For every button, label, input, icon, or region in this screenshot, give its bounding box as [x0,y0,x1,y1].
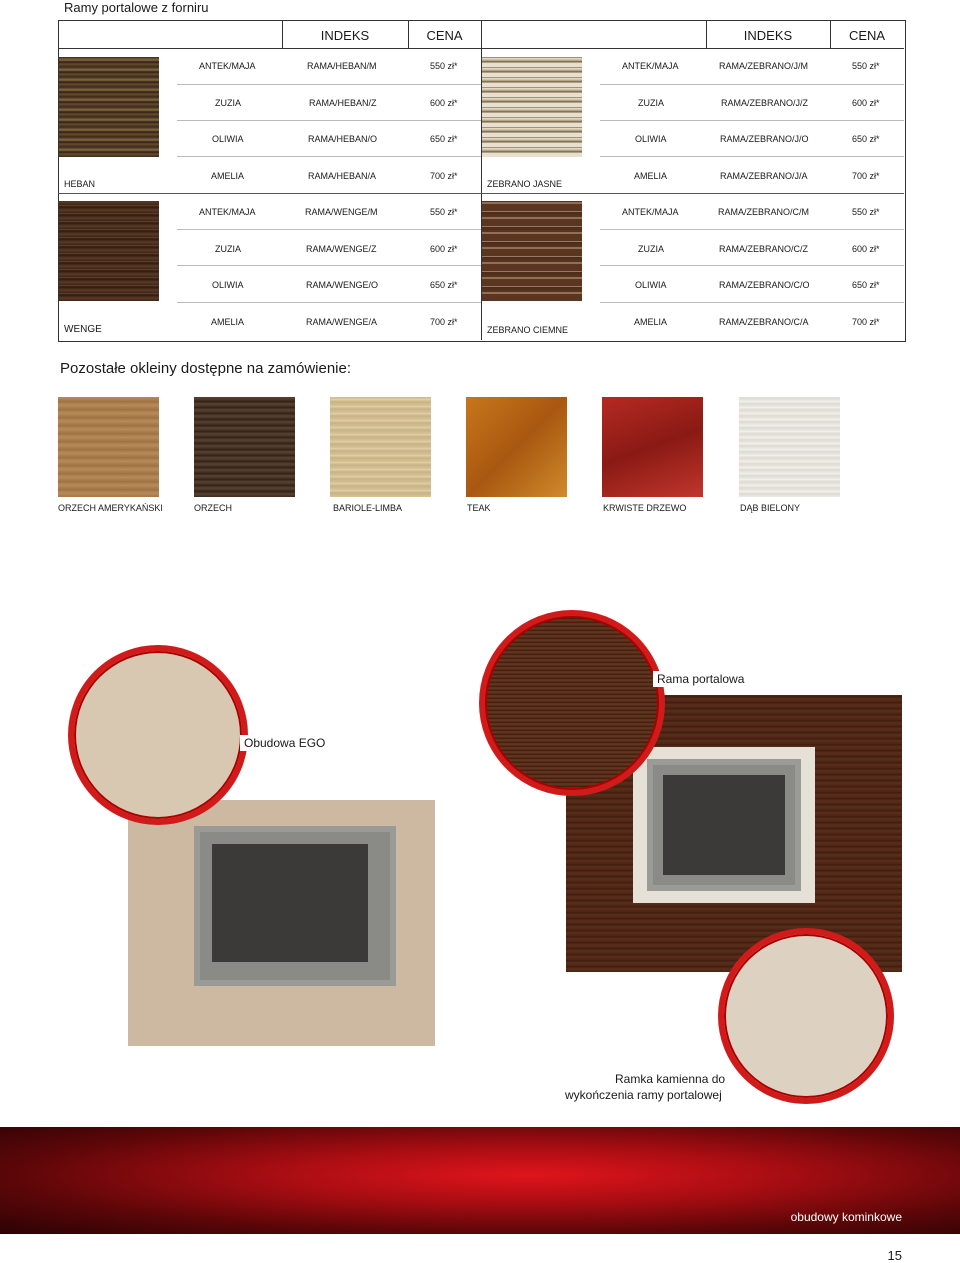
table-cell-model: ZUZIA [638,98,664,108]
table-cell-model: OLIWIA [635,134,667,144]
table-cell-model: ZUZIA [215,98,241,108]
table-cell-index: RAMA/WENGE/A [306,317,378,327]
table-cell-model: AMELIA [634,171,668,181]
table-cell-price: 700 zł* [852,317,880,327]
table-cell-model: OLIWIA [212,134,244,144]
stone-trim-detail-circle [718,928,894,1104]
veneer-label: DĄB BIELONY [740,503,801,513]
row-divider [600,265,904,266]
table-cell-index: RAMA/ZEBRANO/J/O [720,134,809,144]
row-divider [600,156,904,157]
wenge-swatch [59,201,159,301]
fireplace-insert [194,826,396,986]
table-cell-index: RAMA/WENGE/M [305,207,378,217]
veneer-swatch [194,397,295,497]
table-cell-index: RAMA/ZEBRANO/J/Z [721,98,809,108]
table-cell-price: 600 zł* [852,244,880,254]
veneer-label: BARIOLE-LIMBA [333,503,403,513]
table-cell-price: 650 zł* [430,134,458,144]
table-cell-index: RAMA/ZEBRANO/C/Z [719,244,809,254]
veneer-label: TEAK [467,503,491,513]
table-cell-index: RAMA/ZEBRANO/J/A [720,171,808,181]
row-divider [177,84,481,85]
callout-stone-line2: wykończenia ramy portalowej [561,1088,726,1102]
table-cell-index: RAMA/HEBAN/M [307,61,377,71]
table-cell-price: 700 zł* [430,317,458,327]
group-divider [58,193,904,194]
table-cell-price: 550 zł* [852,207,880,217]
veneer-swatch [602,397,703,497]
other-veneers-title: Pozostałe okleiny dostępne na zamówienie: [60,360,352,377]
table-cell-price: 700 zł* [852,171,880,181]
left-index-header: INDEKS [320,27,370,43]
row-divider [177,120,481,121]
table-cell-model: ZUZIA [638,244,664,254]
row-divider [600,120,904,121]
table-cell-index: RAMA/ZEBRANO/C/A [719,317,809,327]
wood-detail-circle [479,610,665,796]
veneer-swatch [466,397,567,497]
table-cell-index: RAMA/HEBAN/O [308,134,378,144]
table-cell-price: 550 zł* [430,207,458,217]
table-cell-model: ANTEK/MAJA [199,61,256,71]
stone-detail-circle [68,645,248,825]
material-label-heban: HEBAN [64,179,96,189]
veneer-label: ORZECH [194,503,232,513]
table-cell-price: 650 zł* [852,280,880,290]
material-label-wenge: WENGE [64,324,102,335]
table-cell-index: RAMA/WENGE/O [306,280,379,290]
table-cell-index: RAMA/HEBAN/A [308,171,377,181]
row-divider [600,229,904,230]
zebrano-jasne-swatch [482,57,582,157]
table-cell-price: 600 zł* [852,98,880,108]
page-title: Ramy portalowe z forniru [64,0,209,15]
row-divider [600,84,904,85]
table-cell-model: AMELIA [211,317,245,327]
ego-housing-photo [128,800,435,1046]
table-cell-model: AMELIA [634,317,668,327]
table-cell-index: RAMA/WENGE/Z [306,244,377,254]
row-divider [177,156,481,157]
veneer-label: KRWISTE DRZEWO [603,503,687,513]
table-cell-index: RAMA/ZEBRANO/C/O [719,280,810,290]
veneer-swatch [739,397,840,497]
row-divider [177,265,481,266]
veneer-swatch [330,397,431,497]
left-price-header: CENA [426,27,463,43]
callout-stone-line1: Ramka kamienna do [611,1072,729,1086]
veneer-label: ORZECH AMERYKAŃSKI [58,503,163,513]
table-cell-price: 600 zł* [430,98,458,108]
table-cell-index: RAMA/ZEBRANO/J/M [719,61,809,71]
row-divider [177,302,481,303]
table-cell-model: ANTEK/MAJA [199,207,256,217]
zebrano-ciemne-swatch [482,201,582,301]
heban-swatch [59,57,159,157]
table-cell-price: 650 zł* [852,134,880,144]
footer-banner [0,1127,960,1234]
table-cell-price: 600 zł* [430,244,458,254]
callout-frame: Rama portalowa [653,671,748,687]
table-cell-price: 550 zł* [430,61,458,71]
veneer-swatch [58,397,159,497]
callout-housing: Obudowa EGO [240,735,329,751]
right-index-header: INDEKS [743,27,793,43]
table-cell-index: RAMA/HEBAN/Z [309,98,377,108]
material-label-zebrano-ciemne: ZEBRANO CIEMNE [487,325,569,335]
table-cell-model: AMELIA [211,171,245,181]
fireplace-insert [647,759,801,891]
row-divider [600,302,904,303]
table-cell-model: OLIWIA [212,280,244,290]
table-cell-price: 700 zł* [430,171,458,181]
table-cell-model: ZUZIA [215,244,241,254]
table-cell-price: 650 zł* [430,280,458,290]
material-label-zebrano-jasne: ZEBRANO JASNE [487,179,563,189]
table-cell-price: 550 zł* [852,61,880,71]
table-cell-model: OLIWIA [635,280,667,290]
brand-text: obudowy kominkowe [790,1210,902,1224]
table-cell-index: RAMA/ZEBRANO/C/M [718,207,810,217]
page-number: 15 [887,1248,902,1263]
table-cell-model: ANTEK/MAJA [622,207,679,217]
row-divider [177,229,481,230]
right-price-header: CENA [848,27,886,43]
table-cell-model: ANTEK/MAJA [622,61,679,71]
